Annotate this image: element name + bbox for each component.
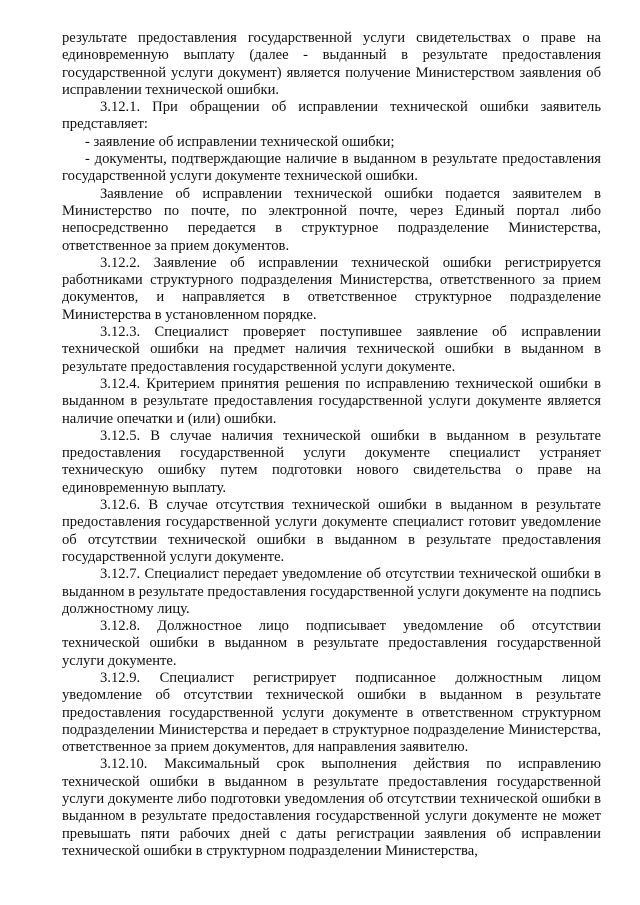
paragraph-3-12-1: 3.12.1. При обращении об исправлении технической ошибки заявитель представляет: — [62, 99, 601, 133]
paragraph-3-12-8: 3.12.8. Должностное лицо подписывает уведомление об отсутствии технической ошибки в выданном в результате предоставления государственной услуги документе. — [62, 618, 601, 669]
paragraph-3-12-7: 3.12.7. Специалист передает уведомление об отсутствии технической ошибки в выданном в результате предоставления государственной услуги документе на подпись должностному лицу. — [62, 566, 601, 617]
paragraph-3-12-10: 3.12.10. Максимальный срок выполнения действия по исправлению технической ошибки в выданном в результате предоставления государственной услуги документе либо подготовки уведомления об отсутствии технической ошибки в выданном в результате предоставления государственной услуги документе не может превышать пяти рабочих дней с даты регистрации заявления об исправлении технической ошибки в структурном подразделении Министерства, — [62, 756, 601, 859]
paragraph-3-12-3: 3.12.3. Специалист проверяет поступившее заявление об исправлении технической ошибки на предмет наличия технической ошибки в выданном в результате предоставления государственной услуги документе. — [62, 324, 601, 375]
list-item-documents: - документы, подтверждающие наличие в выданном в результате предоставления государственной услуги документе технической ошибки. — [62, 151, 601, 185]
paragraph-3-12-4: 3.12.4. Критерием принятия решения по исправлению технической ошибки в выданном в результате предоставления государственной услуги документе является наличие опечатки и (или) ошибки. — [62, 375, 601, 427]
paragraph-3-12-6: 3.12.6. В случае отсутствия технической ошибки в выданном в результате предоставления государственной услуги документе специалист готовит уведомление об отсутствии технической ошибки в выданном в результате предоставления государственной услуги документе. — [62, 497, 601, 565]
paragraph-submission: Заявление об исправлении технической ошибки подается заявителем в Министерство по почте, по электронной почте, через Единый портал либо непосредственно передается в структурное подразделение Министерства, ответственное за прием документов. — [62, 185, 601, 254]
document-page — [62, 30, 601, 860]
paragraph-3-12-9: 3.12.9. Специалист регистрирует подписанное должностным лицом уведомление об отсутствии технической ошибки в выданном в результате предоставления государственной услуги документе в ответственном структурном подразделении Министерства и передает в структурное подразделение Министерства, ответственное за прием документов, для направления заявителю. — [62, 669, 601, 756]
paragraph-3-12-5: 3.12.5. В случае наличия технической ошибки в выданном в результате предоставления государственной услуги документе специалист устраняет техническую ошибку путем подготовки нового свидетельства о праве на единовременную выплату. — [62, 427, 601, 496]
list-item-application: - заявление об исправлении технической ошибки; — [85, 133, 395, 150]
paragraph-continuation: результате предоставления государственной услуги свидетельствах о праве на единовременную выплату (далее - выданный в результате предоставления государственной услуги документ) является получение Министерством заявления об исправлении технической ошибки. — [62, 30, 601, 98]
paragraph-3-12-2: 3.12.2. Заявление об исправлении технической ошибки регистрируется работниками структурного подразделения Министерства, ответственного за прием документов, и направляется в ответственное структурное подразделение Министерства в установленном порядке. — [62, 254, 601, 323]
